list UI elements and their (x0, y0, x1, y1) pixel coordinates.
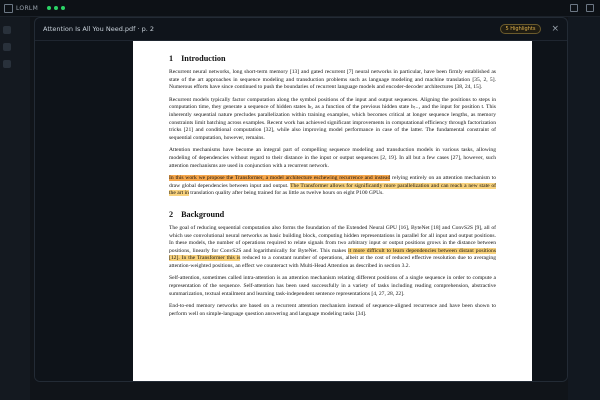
document-title: Attention Is All You Need.pdf · p. 2 (43, 25, 155, 33)
status-dot (47, 6, 51, 10)
status-dot (54, 6, 58, 10)
section-heading (169, 54, 496, 63)
highlights-badge[interactable]: 5 Highlights (500, 24, 542, 34)
paragraph: Recurrent neural networks, long short-term memory [13] and gated recurrent [7] neural networks in particular, have been firmly established as state of the art approaches in sequence modeling and transduction problems such as language modeling and machine translation [35, 2, 5]. Numerous efforts have since continued to push the boundaries of recurrent language models and encoder-decoder architectures [38, 24, 15]. (169, 69, 496, 91)
paragraph-text: reduced to a constant number of operations, albeit at the cost of reduced effective resolution due to averaging attention-weighted positions, an effect we counteract with Multi-Head Attention as described in section 3.2. (169, 255, 496, 269)
section-title: Background (181, 209, 225, 219)
appbar-actions (570, 4, 594, 12)
paragraph-with-highlights (169, 175, 496, 198)
viewer-header (35, 18, 567, 41)
paragraph: Recurrent models typically factor computation along the symbol positions of the input and output sequences. Aligning the positions to steps in computation time, they generate a sequence of hidden states hₜ, as a function of the previous hidden state hₜ₋₁ and the input for position t. This inherently sequential nature precludes parallelization within training examples, which becomes critical at longer sequence lengths, as memory constraints limit batching across examples. Recent work has achieved significant improvements in computational efficiency through factorization tricks [21] and conditional computation [32], while also improving model performance in case of the latter. The fundamental constraint of sequential computation, however, remains. (169, 96, 496, 141)
close-icon[interactable]: × (551, 23, 559, 34)
paragraph-text: The goal of reducing sequential computation also forms the foundation of the Extended Neural GPU [16], ByteNet [18] and ConvS2S [9], all of which use convolutional neural networks as basic building block, computing hidden representations in parallel for all input and output positions. In these models, the number of operations required to relate signals from two arbitrary input or output positions grows in the distance between positions, linearly for ConvS2S and logarithmically for ByteNet. This makes (169, 224, 496, 254)
app-top-bar (0, 0, 600, 17)
highlight-secondary[interactable]: The Transformer allows for significantly more parallelization and can reach a new state of the art in (169, 182, 496, 197)
status-dot (61, 6, 65, 10)
section-number: 1 (169, 54, 174, 63)
app-name: LORLM (16, 4, 39, 12)
left-sidebar (0, 17, 30, 400)
sidebar-nav-icon[interactable] (3, 43, 11, 51)
section-number: 2 (169, 209, 174, 219)
section-heading (169, 210, 496, 219)
sidebar-nav-icon[interactable] (3, 60, 11, 68)
paragraph-text: relying entirely on an attention mechanism to draw global dependencies between input and output. (169, 175, 496, 189)
status-dots (47, 6, 65, 10)
highlight-primary[interactable]: In this work we propose the Transformer, a model architecture eschewing recurrence and instead (169, 175, 391, 182)
pdf-viewport[interactable] (35, 41, 567, 381)
highlight-secondary[interactable]: it more difficult to learn dependencies between distant positions [12]. In the Transformer this is (169, 247, 497, 262)
paragraph-with-highlights (169, 225, 496, 271)
paragraph: Attention mechanisms have become an integral part of compelling sequence modeling and transduction models in various tasks, allowing modeling of dependencies without regard to their distance in the input or output sequences [2, 19]. In all but a few cases [27], however, such attention mechanisms are used in conjunction with a recurrent network. (169, 147, 496, 169)
window-layout-icon[interactable] (586, 4, 594, 12)
paragraph: Self-attention, sometimes called intra-attention is an attention mechanism relating different positions of a single sequence in order to compute a representation of the sequence. Self-attention has been used successfully in a variety of tasks including reading comprehension, abstractive summarization, textual entailment and learning task-independent sentence representations [4, 27, 28, 22]. (169, 275, 496, 297)
section-title: Introduction (181, 54, 226, 63)
sidebar-nav-icon[interactable] (3, 26, 11, 34)
paragraph-text: translation quality after being trained for as little as twelve hours on eight P100 GPUs. (188, 190, 384, 197)
pdf-viewer-modal (34, 17, 568, 382)
pdf-page (133, 41, 532, 381)
settings-gear-icon[interactable] (570, 4, 578, 12)
app-logo-icon (4, 4, 13, 13)
paragraph: End-to-end memory networks are based on a recurrent attention mechanism instead of sequence-aligned recurrence and have been shown to perform well on simple-language question answering and language modeling tasks [34]. (169, 303, 496, 317)
right-gutter (568, 17, 600, 400)
